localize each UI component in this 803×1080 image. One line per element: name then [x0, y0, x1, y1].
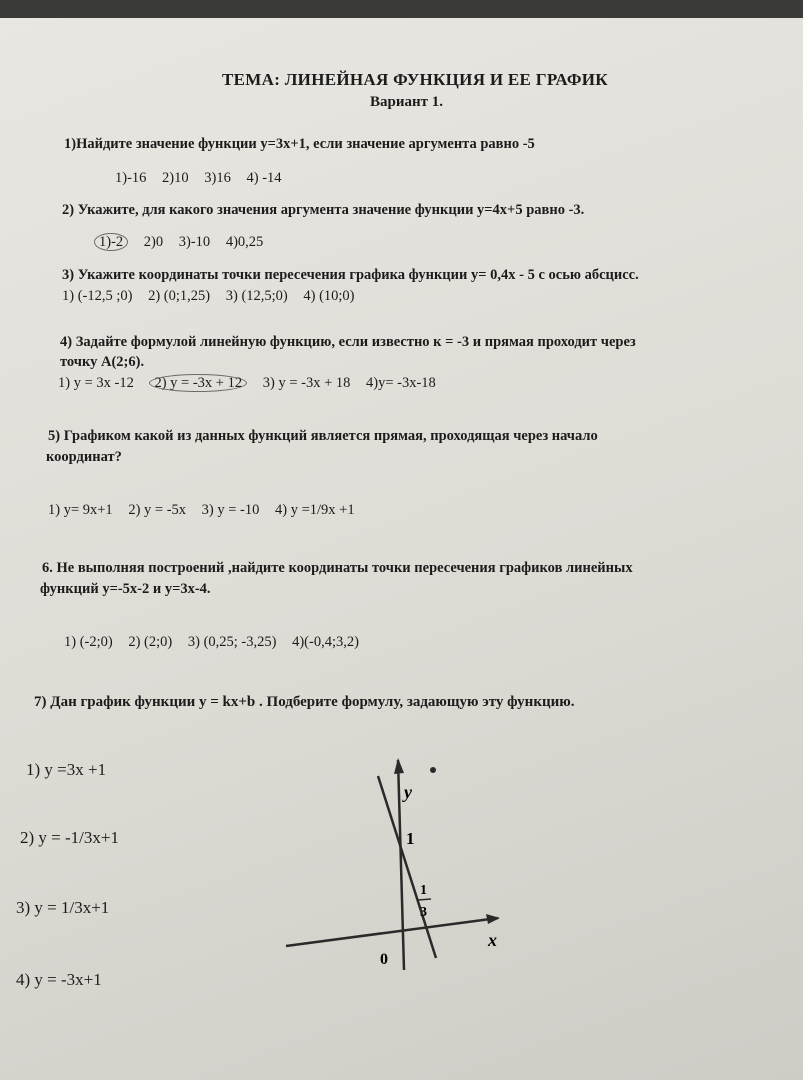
- question-6-text-line-2: функций у=-5х-2 и у=3х-4.: [40, 581, 211, 597]
- answer-option: 4) -14: [246, 170, 282, 186]
- answer-option: 3) у = -3х + 18: [262, 375, 351, 391]
- fraction-bar: [418, 899, 431, 900]
- question-5-text-line-2: координат?: [46, 449, 122, 465]
- answer-option: 2) у = -5х: [128, 502, 187, 518]
- answer-option: 1) (-2;0): [64, 634, 113, 650]
- x-axis: [286, 918, 498, 946]
- question-4-text-line-2: точку А(2;6).: [60, 354, 145, 370]
- answer-option: 2) (0;1,25): [148, 288, 211, 304]
- answer-option: 3) (0,25; -3,25): [187, 634, 277, 650]
- answer-option: 4)у= -3х-18: [366, 375, 436, 391]
- answer-option-circled: 2) у = -3х + 12: [149, 374, 247, 392]
- question-4-text-line-1: 4) Задайте формулой линейную функцию, если известно к = -3 и прямая проходит через: [60, 334, 636, 350]
- answer-option: 4) (10;0): [303, 288, 355, 304]
- origin-label: 0: [380, 951, 388, 968]
- question-7-answer-3: 3) у = 1/3х+1: [16, 898, 110, 917]
- variant-label: Вариант 1.: [370, 94, 444, 110]
- answer-option: 1) у = 3х -12: [58, 375, 134, 391]
- answer-option: 4)(-0,4;3,2): [292, 634, 359, 650]
- x-axis-arrow: [486, 914, 500, 924]
- answer-option: 3) у = -10: [201, 502, 260, 518]
- answer-option: 1) у= 9х+1: [48, 502, 113, 518]
- answer-option: 2)0: [143, 234, 164, 250]
- answer-option-circled: 1)-2: [94, 233, 128, 251]
- answer-option: 2) (2;0): [128, 634, 173, 650]
- answer-option: 3)16: [204, 170, 231, 186]
- worksheet-page: [0, 18, 803, 1080]
- question-7-answer-4: 4) у = -3х+1: [16, 970, 102, 989]
- ink-dot: [430, 767, 436, 773]
- question-6-text-line-1: 6. Не выполняя построений ,найдите координаты точки пересечения графиков линейных: [42, 560, 633, 576]
- answer-option: 3) (12,5;0): [225, 288, 288, 304]
- question-7-answer-2: 2) у = -1/3х+1: [20, 828, 119, 847]
- question-1-text: 1)Найдите значение функции у=3х+1, если значение аргумента равно -5: [64, 136, 535, 152]
- answer-option: 2)10: [162, 170, 189, 186]
- answer-option: 4)0,25: [225, 234, 264, 250]
- question-7-text: 7) Дан график функции у = kx+b . Подберите формулу, задающую эту функцию.: [34, 694, 575, 710]
- question-7-answer-1: 1) у =3х +1: [26, 760, 107, 779]
- page-title: ТЕМА: ЛИНЕЙНАЯ ФУНКЦИЯ И ЕЕ ГРАФИК: [222, 70, 608, 89]
- answer-option: 1)-16: [115, 170, 147, 186]
- answer-option: 3)-10: [178, 234, 211, 250]
- question-3-text: 3) Укажите координаты точки пересечения графика функции у= 0,4х - 5 с осью абсцисс.: [62, 267, 639, 283]
- question-5-text-line-1: 5) Графиком какой из данных функций является прямая, проходящая через начало: [48, 428, 598, 444]
- y-intercept-label: 1: [406, 829, 415, 848]
- fraction-numerator: 1: [420, 883, 427, 898]
- answer-option: 4) у =1/9х +1: [275, 502, 355, 518]
- question-2-text: 2) Укажите, для какого значения аргумента значение функции у=4х+5 равно -3.: [62, 202, 585, 218]
- answer-option: 1) (-12,5 ;0): [62, 288, 133, 304]
- y-axis-label: y: [404, 782, 412, 802]
- x-axis-label: x: [488, 930, 497, 950]
- function-graph: [0, 18, 803, 1080]
- fraction-denominator: 3: [420, 905, 427, 920]
